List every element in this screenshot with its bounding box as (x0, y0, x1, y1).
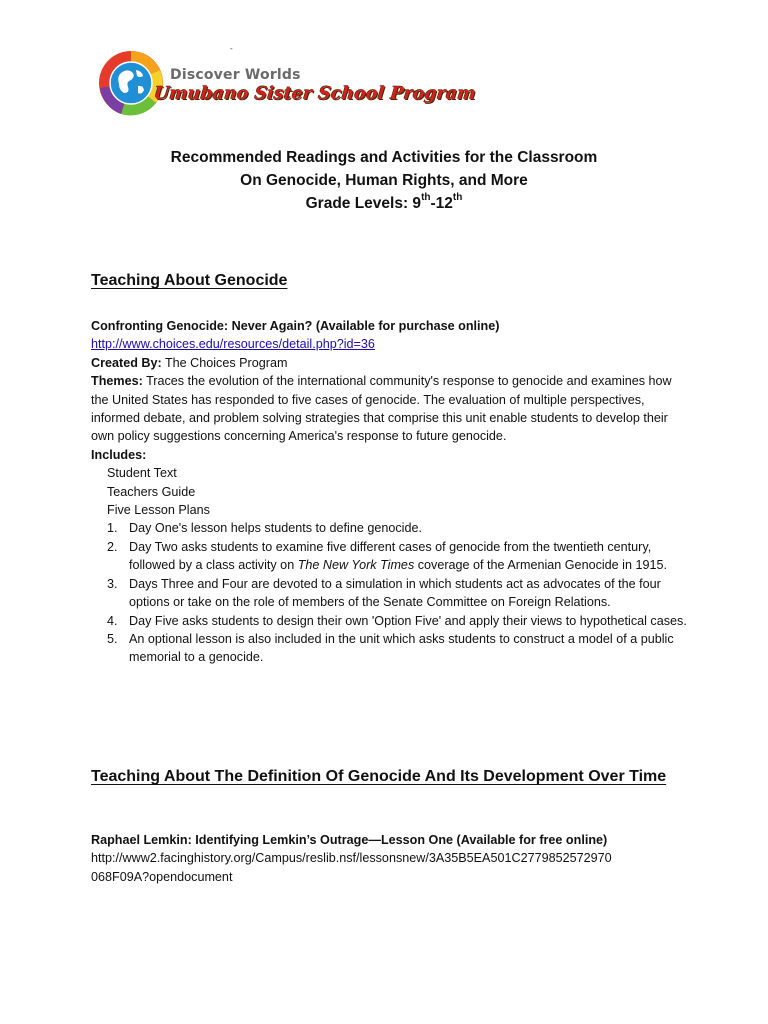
lesson-number: 5. (107, 631, 118, 646)
section-heading-definition-of-genocide: Teaching About The Definition Of Genocide And Its Development Over Time (91, 768, 667, 785)
lesson-number: 3. (107, 576, 118, 591)
logo-dot: - (230, 44, 233, 53)
resource-title: Confronting Genocide: Never Again? (Available for purchase online) (91, 319, 500, 333)
lesson-text-italic: The New York Times (297, 558, 415, 573)
section-1-body (91, 317, 691, 667)
themes (91, 372, 691, 446)
lesson-item (91, 538, 691, 575)
lesson-text-pre: Day Two asks students to examine five different cases of genocide from the twentieth century, followed by a class activity on (129, 539, 652, 573)
lesson-list (91, 519, 691, 666)
resource-url-line-1[interactable]: http://www2.facinghistory.org/Campus/reslib.nsf/lessonsnew/3A35B5EA501C2779852572970 (91, 851, 612, 866)
lesson-number: 4. (107, 613, 118, 628)
lesson-number: 1. (107, 521, 118, 536)
lesson-text: Day One's lesson helps students to define genocide. (129, 521, 422, 536)
title-line-1: Recommended Readings and Activities for the Classroom (170, 149, 598, 166)
includes-item: Student Text (107, 466, 177, 481)
resource-url-line-2[interactable]: 068F09A?opendocument (91, 869, 233, 884)
resource-title: Raphael Lemkin: Identifying Lemkin’s Outrage—Lesson One (Available for free online) (91, 833, 608, 847)
grade-sup-1: th (421, 191, 431, 203)
includes-item: Teachers Guide (107, 484, 196, 499)
created-by-value: The Choices Program (161, 355, 288, 370)
logo-subtitle: Umubano Sister School Program (152, 84, 477, 104)
includes-item: Five Lesson Plans (107, 503, 210, 518)
section-heading-teaching-about-genocide: Teaching About Genocide (91, 272, 288, 289)
themes-label: Themes: (91, 374, 143, 389)
lesson-text: An optional lesson is also included in the unit which asks students to construct a model of a public memorial to a genocide. (129, 631, 674, 665)
globe-logo-icon (96, 48, 166, 118)
title-line-2: On Genocide, Human Rights, and More (240, 172, 528, 189)
discover-worlds-logo (96, 44, 477, 118)
includes-label: Includes: (91, 447, 147, 462)
logo-title: Discover Worlds (170, 67, 301, 83)
lesson-item (91, 612, 691, 630)
grade-sup-2: th (452, 191, 463, 203)
lesson-text: Days Three and Four are devoted to a simulation in which students act as advocates of the four options or take on the role of members of the Senate Committee on Foreign Relations. (129, 576, 661, 610)
themes-text: Traces the evolution of the international community's response to genocide and examines how the United States has responded to five cases of genocide. The evaluation of multiple perspectives, informed debate, and problem solving strategies that comprise this unit enable students to develop their own policy suggestions concerning America's response to future genocide. (91, 374, 672, 444)
created-by-label: Created By: (91, 355, 162, 370)
grade-levels (0, 192, 768, 215)
lesson-item (91, 630, 691, 667)
grade-prefix: Grade Levels: 9 (305, 195, 422, 212)
grade-mid: -12 (430, 195, 453, 212)
lesson-text-post: coverage of the Armenian Genocide in 1915. (414, 558, 667, 573)
document-title (0, 146, 768, 215)
resource-link[interactable]: http://www.choices.edu/resources/detail.php?id=36 (91, 337, 375, 352)
lesson-number: 2. (107, 539, 118, 554)
created-by (91, 354, 691, 372)
section-2-body (91, 831, 691, 886)
lesson-text: Day Five asks students to design their own 'Option Five' and apply their views to hypothetical cases. (129, 613, 687, 628)
lesson-item (91, 575, 691, 612)
lesson-item (91, 519, 691, 537)
